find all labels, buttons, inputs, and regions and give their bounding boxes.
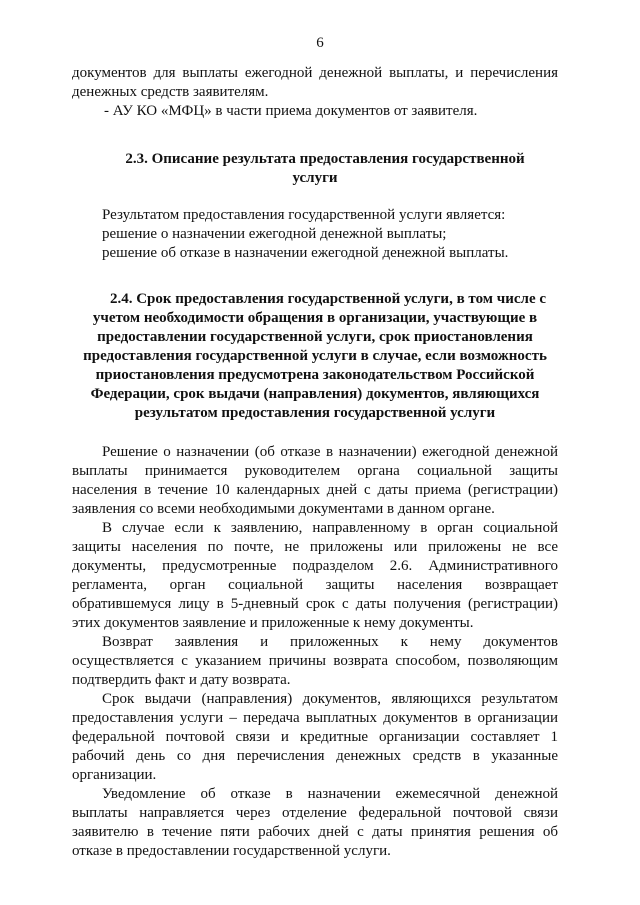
text-line: населения в течение 10 календарных дней с даты приема (регистрации) <box>72 482 558 498</box>
text-line: регламента, орган социальной защиты населения возвращает <box>72 577 558 593</box>
intro-text <box>72 64 558 121</box>
heading-line: Федерации, срок выдачи (направления) документов, являющихся <box>90 386 540 402</box>
paragraph <box>72 690 558 785</box>
heading-line: приостановления предусмотрена законодательством Российской <box>95 367 535 383</box>
text-line: Уведомление об отказе в назначении ежемесячной денежной <box>102 786 558 802</box>
text-line: защиты населения по почте, не приложены или приложены не все <box>72 539 558 555</box>
section-heading-2-4 <box>72 290 558 423</box>
text-line: предоставления услуги – передача выплатных документов в организации <box>72 710 558 726</box>
paragraph <box>72 633 558 690</box>
paragraph <box>72 443 558 519</box>
text-line: решение о назначении ежегодной денежной выплаты; <box>102 226 447 242</box>
text-line: документов для выплаты ежегодной денежной выплаты, и перечисления <box>72 65 558 81</box>
heading-line: 2.3. Описание результата предоставления государственной <box>125 151 525 167</box>
text-line: рабочий день со дня перечисления денежных средств в указанные <box>72 748 558 764</box>
section-heading-2-3 <box>72 150 558 188</box>
text-line: обратившемуся лицу в 5-дневный срок с даты получения (регистрации) <box>72 596 558 612</box>
heading-line: предоставлении государственной услуги, срок приостановления <box>97 329 533 345</box>
paragraph <box>72 519 558 633</box>
text-line: В случае если к заявлению, направленному в орган социальной <box>102 520 558 536</box>
page-number: 6 <box>316 35 324 51</box>
text-line: заявителю в течение пяти рабочих дней с даты принятия решения об <box>72 824 558 840</box>
text-line: денежных средств заявителям. <box>72 84 269 100</box>
text-line: этих документов заявление и приложенные к нему документы. <box>72 615 474 631</box>
text-line: отказе в предоставлении государственной услуги. <box>72 843 391 859</box>
text-line: документы, предусмотренные подразделом 2.6. Административного <box>72 558 558 574</box>
text-line: федеральной почтовой связи и кредитные организации составляет 1 <box>72 729 558 745</box>
paragraph <box>72 785 558 861</box>
text-line: подтвердить факт и дату возврата. <box>72 672 291 688</box>
text-line: осуществляется с указанием причины возврата способом, позволяющим <box>72 653 558 669</box>
text-line: выплаты направляется через отделение федеральной почтовой связи <box>72 805 558 821</box>
text-line: выплаты принимается руководителем органа социальной защиты <box>72 463 558 479</box>
text-line: организации. <box>72 767 157 783</box>
heading-line: услуги <box>292 170 338 186</box>
section-body-2-3 <box>102 206 558 263</box>
text-line: Результатом предоставления государственной услуги является: <box>102 207 506 223</box>
text-line: решение об отказе в назначении ежегодной денежной выплаты. <box>102 245 509 261</box>
text-line: Срок выдачи (направления) документов, являющихся результатом <box>102 691 558 707</box>
heading-line: предоставления государственной услуги в случае, если возможность <box>83 348 547 364</box>
text-line: заявления со всеми необходимыми документами в данном органе. <box>72 501 495 517</box>
text-line: Решение о назначении (об отказе в назначении) ежегодной денежной <box>102 444 558 460</box>
heading-line: учетом необходимости обращения в организации, участвующие в <box>92 310 538 326</box>
text-line: Возврат заявления и приложенных к нему документов <box>102 634 558 650</box>
heading-line: результатом предоставления государственной услуги <box>134 405 496 421</box>
text-line: - АУ КО «МФЦ» в части приема документов от заявителя. <box>104 103 478 119</box>
heading-line: 2.4. Срок предоставления государственной услуги, в том числе с <box>109 291 547 307</box>
